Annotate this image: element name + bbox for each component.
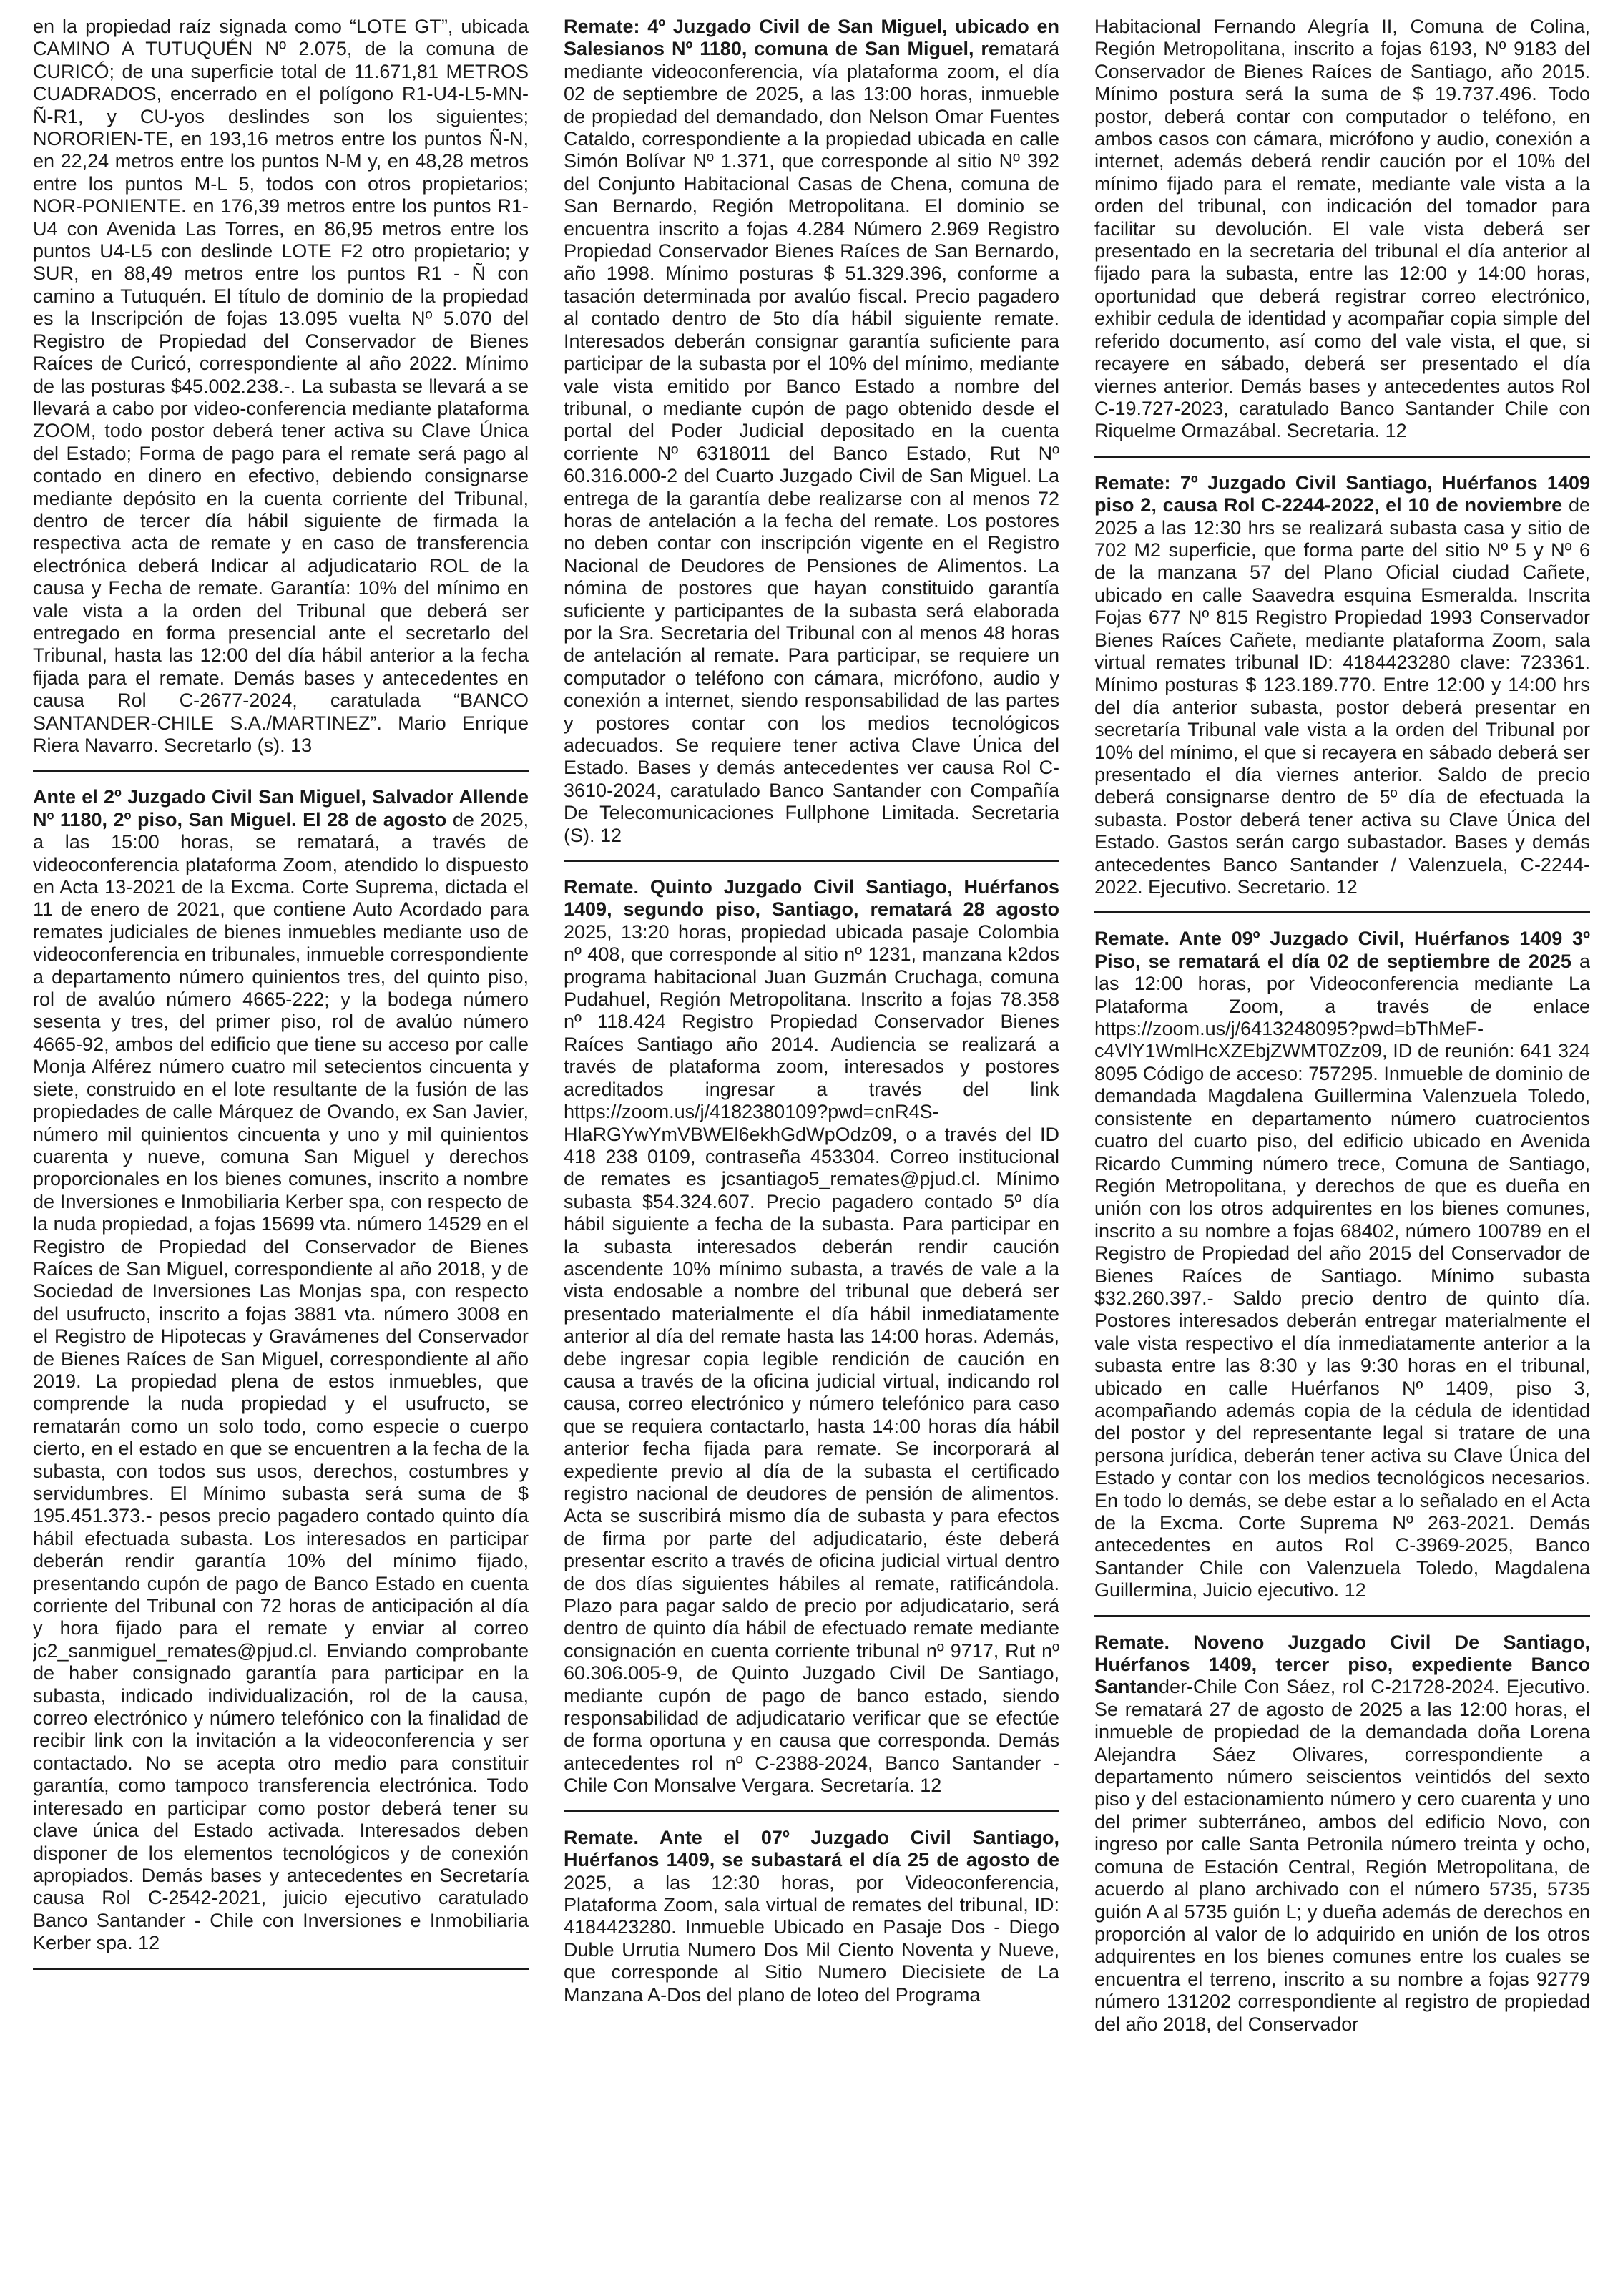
notice-body: matará mediante videoconferencia, vía plataforma zoom, el día 02 de septiembre de 2025, a las 13:00 horas, inmueble de propiedad del demandado, don Nelson Omar Fuentes Cataldo, correspondiente a la propiedad ubicada en calle Simón Bolívar Nº 1.371, que corresponde al sitio Nº 392 del Conjunto Habitacional Casas de Chena, comuna de San Bernardo, Región Metropolitana. El dominio se encuentra inscrito a fojas 4.284 Número 2.969 Registro Propiedad Conservador Bienes Raíces de San Bernardo, año 1998. Mínimo posturas $ 51.329.396, conforme a tasación determinada por avalúo fiscal. Precio pagadero al contado dentro de 5to día hábil siguiente remate. Interesados deberán consignar garantía suficiente para participar de la subasta por el 10% del mínimo, mediante vale vista emitido por Banco Estado a nombre del tribunal, o mediante cupón de pago obtenido desde el portal del Poder Judicial depositado en la cuenta corriente Nº 6318011 del Banco Estado, Rut Nº 60.316.000-2 del Cuarto Juzgado Civil de San Miguel. La entrega de la garantía debe realizarse con al menos 72 horas de antelación a la fecha del remate. Los postores no deben contar con inscripción vigente en el Registro Nacional de Deudores de Pensiones de Alimentos. La nómina de postores que hayan constituido garantía suficiente y participantes de la subasta será elaborada por la Sra. Secretaria del Tribunal con al menos 48 horas de antelación al remate. Para participar, se requiere un computador o teléfono con cámara, micrófono, audio y conexión a internet, siendo responsabilidad de las partes y postores contar con los medios tecnológicos adecuados. Se requiere tener activa Clave Única del Estado. Bases y demás antecedentes ver causa Rol C-3610-2024, caratulado Banco Santander con Compañía De Telecomunicaciones Fullphone Limitada. Secretaria (S). 12: [564, 38, 1059, 846]
notice-heading: Remate. Ante 09º Juzgado Civil, Huérfanos 1409 3º Piso, se rematará el día 02 de septiembre de 2025: [1094, 928, 1590, 972]
notice-2-juzgado-san-miguel: [33, 786, 529, 1954]
notice-body: de 2025, a las 15:00 horas, se rematará, a través de videoconferencia plataforma Zoom, atendido lo dispuesto en Acta 13-2021 de la Excma. Corte Suprema, dictada el 11 de enero de 2021, que contiene Auto Acordado para remates judiciales de bienes inmuebles mediante uso de videoconferencia en tribunales, inmueble correspondiente a departamento número quinientos tres, del quinto piso, rol de avalúo número 4665-222; y la bodega número sesenta y tres, del primer piso, rol de avalúo número 4665-92, ambos del edificio que tiene su acceso por calle Monja Alférez número cuatro mil setecientos cincuenta y siete, construido en el lote resultante de la fusión de las propiedades de calle Márquez de Ovando, ex San Javier, número mil quinientos cincuenta y uno y mil quinientos cuarenta y nueve, comuna San Miguel y derechos proporcionales en los bienes comunes, inscrito a nombre de Inversiones e Inmobiliaria Kerber spa, con respecto de la nuda propiedad, a fojas 15699 vta. número 14529 en el Registro de Propiedad del Conservador de Bienes Raíces de San Miguel, correspondiente al año 2018, y de Sociedad de Inversiones Las Monjas spa, con respecto del usufructo, inscrito a fojas 3881 vta. número 3008 en el Registro de Hipotecas y Gravámenes del Conservador de Bienes Raíces de San Miguel, correspondiente al año 2019. La propiedad plena de estos inmuebles, que comprende la nuda propiedad y el usufructo, se rematarán como un solo todo, como especie o cuerpo cierto, en el estado en que se encuentren a la fecha de la subasta, con todos sus usos, derechos, costumbres y servidumbres. El Mínimo subasta será suma de $ 195.451.373.- pesos precio pagadero contado quinto día hábil efectuada subasta. Los interesados en participar deberán rendir garantía 10% del mínimo fijado, presentando cupón de pago de Banco Estado en cuenta corriente del Tribunal con 72 horas de anticipación al día y hora fijado para el remate y enviar al correo jc2_sanmiguel_remates@pjud.cl. Enviando comprobante de haber consignado garantía para participar en la subasta, indicado individualización, rol de la causa, correo electrónico y número telefónico con la finalidad de recibir link con la invitación a la videoconferencia y ser contactado. No se acepta otro medio para constituir garantía, como tampoco transferencia electrónica. Todo interesado en participar como postor deberá tener su clave única del Estado activada. Interesados deben disponer de los elementos tecnológicos y de conexión apropiados. Demás bases y antecedentes en Secretaría causa Rol C-2542-2021, juicio ejecutivo caratulado Banco Santander - Chile con Inversiones e Inmobiliaria Kerber spa. 12: [33, 808, 529, 1954]
notice-body: 2025, 13:20 horas, propiedad ubicada pasaje Colombia nº 408, que corresponde al sitio nº 1231, manzana k2dos programa habitacional Juan Guzmán Cruchaga, comuna Pudahuel, Región Metropolitana. Inscrito a fojas 78.358 nº 118.424 Registro Propiedad Conservador Bienes Raíces Santiago año 2014. Audiencia se realizará a través de plataforma zoom, interesados y postores acreditados ingresar a través del link https://zoom.us/j/4182380109?pwd=cnR4S-HlaRGYwYmVBWEl6ekhGdWpOdz09, o a través del ID 418 238 0109, contraseña 453304. Correo institucional de remates es jcsantiago5_remates@pjud.cl. Mínimo subasta $54.324.607. Precio pagadero contado 5º día hábil siguiente a fecha de la subasta. Para participar en la subasta interesados deberán rendir caución ascendente 10% mínimo subasta, a través de vale a la vista endosable a nombre del tribunal que deberá ser presentado materialmente el día hábil inmediatamente anterior al día del remate hasta las 14:00 horas. Además, debe ingresar copia legible rendición de caución en causa a través de la oficina judicial virtual, indicando rol causa, correo electrónico y número telefónico para caso que se requiera contactarlo, hasta 14:00 horas día hábil anterior fecha fijada para remate. Se incorporará al expediente previo al día de la subasta el certificado registro nacional de deudores de pensión de alimentos. Acta se suscribirá mismo día de subasta y para efectos de firma por parte del adjudicatario, éste deberá presentar escrito a través de oficina judicial virtual dentro de dos días siguientes hábiles al remate, ratificándola. Plazo para pagar saldo de precio por adjudicatario, será dentro de quinto día hábil de efectuado remate mediante consignación en cuenta corriente tribunal nº 9717, Rut nº 60.306.005-9, de Quinto Juzgado Civil De Santiago, mediante cupón de pago de banco estado, siendo responsabilidad de adjudicatario verificar que se efectúe de forma oportuna y en causa que corresponda. Demás antecedentes rol nº C-2388-2024, Banco Santander - Chile Con Monsalve Vergara. Secretaría. 12: [564, 921, 1059, 1797]
notice-body: a las 12:00 horas, por Videoconferencia mediante La Plataforma Zoom, a través de enlace https://zoom.us/j/6413248095?pwd=bThMeF-c4VlY1WmlHcXZEbjZWMT0Zz09, ID de reunión: 641 324 8095 Código de acceso: 757295. Inmueble de dominio de demandada Magdalena Guillermina Valenzuela Toledo, consistente en departamento número cuatrocientos cuatro del cuarto piso, del edificio ubicado en Avenida Ricardo Cumming número trece, Comuna de Santiago, Región Metropolitana, y derechos de que es dueña en unión con los otros adquirentes en los bienes comunes, inscrito a su nombre a fojas 68402, número 100789 en el Registro de Propiedad del año 2015 del Conservador de Bienes Raíces de Santiago. Mínimo subasta $32.260.397.- Saldo precio dentro de quinto día. Postores interesados deberán entregar materialmente el vale vista respectivo el día inmediatamente anterior a la subasta entre las 8:30 y las 9:30 horas en el tribunal, ubicado en calle Huérfanos Nº 1409, piso 3, acompañando además copia de la cédula de identidad del postor y del representante legal si tratare de una persona jurídica, deberán tener activa su Clave Única del Estado y contar con los medios tecnológicos necesarios. En todo lo demás, se debe estar a lo señalado en el Acta de la Excma. Corte Suprema Nº 263-2021. Demás antecedentes en autos Rol C-3969-2025, Banco Santander Chile con Valenzuela Toledo, Magdalena Guillermina, Juicio ejecutivo. 12: [1094, 950, 1590, 1601]
notice-body: de 2025 a las 12:30 hrs se realizará subasta casa y sitio de 702 M2 superficie, que forma parte del sitio Nº 5 y Nº 6 de la manzana 57 del Plano Oficial ciudad Cañete, ubicado en calle Saavedra esquina Esmeralda. Inscrita Fojas 677 Nº 815 Registro Propiedad 1993 Conservador Bienes Raíces Cañete, mediante plataforma Zoom, sala virtual remates tribunal ID: 4184423280 clave: 723361. Mínimo posturas $ 123.189.770. Entre 12:00 y 14:00 hrs del día anterior subasta, postor deberá presentar en secretaría Tribunal vale vista a la orden del Tribunal por 10% del mínimo, el que si recayera en sábado deberá ser presentado el día viernes anterior. Saldo de precio deberá consignarse dentro de 5º día de efectuada la subasta. Postor deberá tener activa su Clave Única del Estado. Gastos serán cargo subastador. Bases y demás antecedentes Banco Santander / Valenzuela, C-2244-2022. Ejecutivo. Secretario. 12: [1094, 494, 1590, 898]
notice-7-juzgado-continuation: [1094, 16, 1590, 443]
notice-divider: [564, 860, 1059, 862]
notice-7-juzgado-canete: [1094, 472, 1590, 899]
notice-4-juzgado-san-miguel: [564, 16, 1059, 847]
notice-heading: Remate. Noveno Juzgado Civil De Santiago, Huérfanos 1409, tercer piso, expediente Banco Santan: [1094, 1631, 1590, 1698]
column-1: [33, 16, 529, 2283]
notice-body: der-Chile Con Sáez, rol C-21728-2024. Ejecutivo. Se rematará 27 de agosto de 2025 a las 12:00 horas, el inmueble de propiedad de la demandada doña Lorena Alejandra Sáez Olivares, correspondiente a departamento número seiscientos veintidós del sexto piso y del estacionamiento número y cero cuarenta y uno del primer subterráneo, ambos del edificio Novo, con ingreso por calle Santa Petronila número treinta y ocho, comuna de Estación Central, Región Metropolitana, de acuerdo al plano archivado con el número 5735, 5735 guión A al 5735 guión L; y dueña además de derechos en proporción al valor de lo adquirido en unión de los otros adquirentes en los bienes comunes entre los cuales se encuentra el terreno, inscrito a su nombre a fojas 92779 número 131202 correspondiente al registro de propiedad del año 2018, del Conservador: [1094, 1676, 1590, 2035]
notice-divider: [1094, 456, 1590, 458]
notice-heading: Remate. Ante el 07º Juzgado Civil Santiago, Huérfanos 1409, se subastará el día 25 de agosto de: [564, 1826, 1059, 1871]
notice-7-juzgado-santiago-colina: [564, 1827, 1059, 2006]
notice-divider: [33, 1968, 529, 1970]
notice-heading: Remate: 4º Juzgado Civil de San Miguel, ubicado en Salesianos Nº 1180, comuna de San Miguel, re: [564, 16, 1059, 60]
column-2: [564, 16, 1059, 2283]
notice-5-juzgado-santiago: [564, 876, 1059, 1797]
column-3: [1094, 16, 1590, 2283]
notice-heading: Remate. Quinto Juzgado Civil Santiago, Huérfanos 1409, segundo piso, Santiago, rematará 28 agosto: [564, 876, 1059, 921]
notice-divider: [33, 770, 529, 772]
notice-divider: [1094, 1615, 1590, 1617]
notice-body: 2025, a las 12:30 horas, por Videoconferencia, Plataforma Zoom, sala virtual de remates del tribunal, ID: 4184423280. Inmueble Ubicado en Pasaje Dos - Diego Duble Urrutia Numero Dos Mil Ciento Noventa y Nueve, que corresponde al Sitio Numero Diecisiete de La Manzana A-Dos del plano de loteo del Programa: [564, 1871, 1059, 2006]
notice-9-juzgado-cumming: [1094, 928, 1590, 1601]
classified-notices-page: [33, 16, 1590, 2283]
notice-heading: Remate: 7º Juzgado Civil Santiago, Huérfanos 1409 piso 2, causa Rol C-2244-2022, el 10 de noviembre: [1094, 471, 1590, 516]
notice-noveno-juzgado-santiago: [1094, 1632, 1590, 2036]
notice-divider: [1094, 911, 1590, 913]
notice-body: Habitacional Fernando Alegría II, Comuna de Colina, Región Metropolitana, inscrito a fojas 6193, Nº 9183 del Conservador de Bienes Raíces de Santiago, año 2015. Mínimo postura será la suma de $ 19.737.496. Todo postor, deberá contar con computador o teléfono, en ambos casos con cámara, micrófono y audio, conexión a internet, además deberá rendir caución por el 10% del mínimo fijado para el remate, mediante vale vista a la orden del tribunal, con indicación del tomador para facilitar su devolución. El vale vista deberá ser presentado en la secretaria del tribunal el día anterior al fijado para la subasta, entre las 12:00 y 14:00 horas, oportunidad que deberá registrar correo electrónico, exhibir cedula de identidad y acompañar copia simple del referido documento, así como del vale vista, el que, si recayere en sábado, deberá ser presentado el día viernes anterior. Demás bases y antecedentes autos Rol C-19.727-2023, caratulado Banco Santander Chile con Riquelme Ormazábal. Secretaria. 12: [1094, 16, 1590, 442]
notice-heading: Ante el 2º Juzgado Civil San Miguel, Salvador Allende Nº 1180, 2º piso, San Miguel. El 28 de agosto: [33, 786, 529, 830]
notice-body: en la propiedad raíz signada como “LOTE GT”, ubicada CAMINO A TUTUQUÉN Nº 2.075, de la comuna de CURICÓ; de una superficie total de 11.671,81 METROS CUADRADOS, encerrado en el polígono R1-U4-L5-MN-Ñ-R1, y CU-yos deslindes son los siguientes; NORORIEN-TE, en 193,16 metros entre los puntos Ñ-N, en 22,24 metros entre los puntos N-M y, en 48,28 metros entre los puntos M-L 5, todos con otros propietarios; NOR-PONIENTE. en 176,39 metros entre los puntos R1-U4 con Avenida Las Torres, en 86,95 metros entre los puntos U4-L5 con deslinde LOTE F2 otro propietario; y SUR, en 88,49 metros entre los puntos R1 - Ñ con camino a Tutuquén. El título de dominio de la propiedad es la Inscripción de fojas 13.095 vuelta Nº 5.070 del Registro de Propiedad del Conservador de Bienes Raíces de Curicó, correspondiente al año 2022. Mínimo de las posturas $45.002.238.-. La subasta se llevará a se llevará a cabo por video-conferencia mediante plataforma ZOOM, todo postor deberá tener activa su Clave Única del Estado; Forma de pago para el remate será pago al contado en dinero en efectivo, debiendo consignarse mediante depósito en la cuenta corriente del Tribunal, dentro de tercer día hábil siguiente de firmada la respectiva acta de remate y en caso de transferencia electrónica deberá Indicar al adjudicatario ROL de la causa y Fecha de remate. Garantía: 10% del mínimo en vale vista a la orden del Tribunal que deberá ser entregado en forma presencial ante el secretarlo del Tribunal, hasta las 12:00 del día hábil anterior a la fecha fijada para el remate. Demás bases y antecedentes en causa Rol C-2677-2024, caratulada “BANCO SANTANDER-CHILE S.A./MARTINEZ”. Mario Enrique Riera Navarro. Secretarlo (s). 13: [33, 16, 529, 756]
notice-divider: [564, 1810, 1059, 1812]
notice-lote-gt-curico: [33, 16, 529, 757]
